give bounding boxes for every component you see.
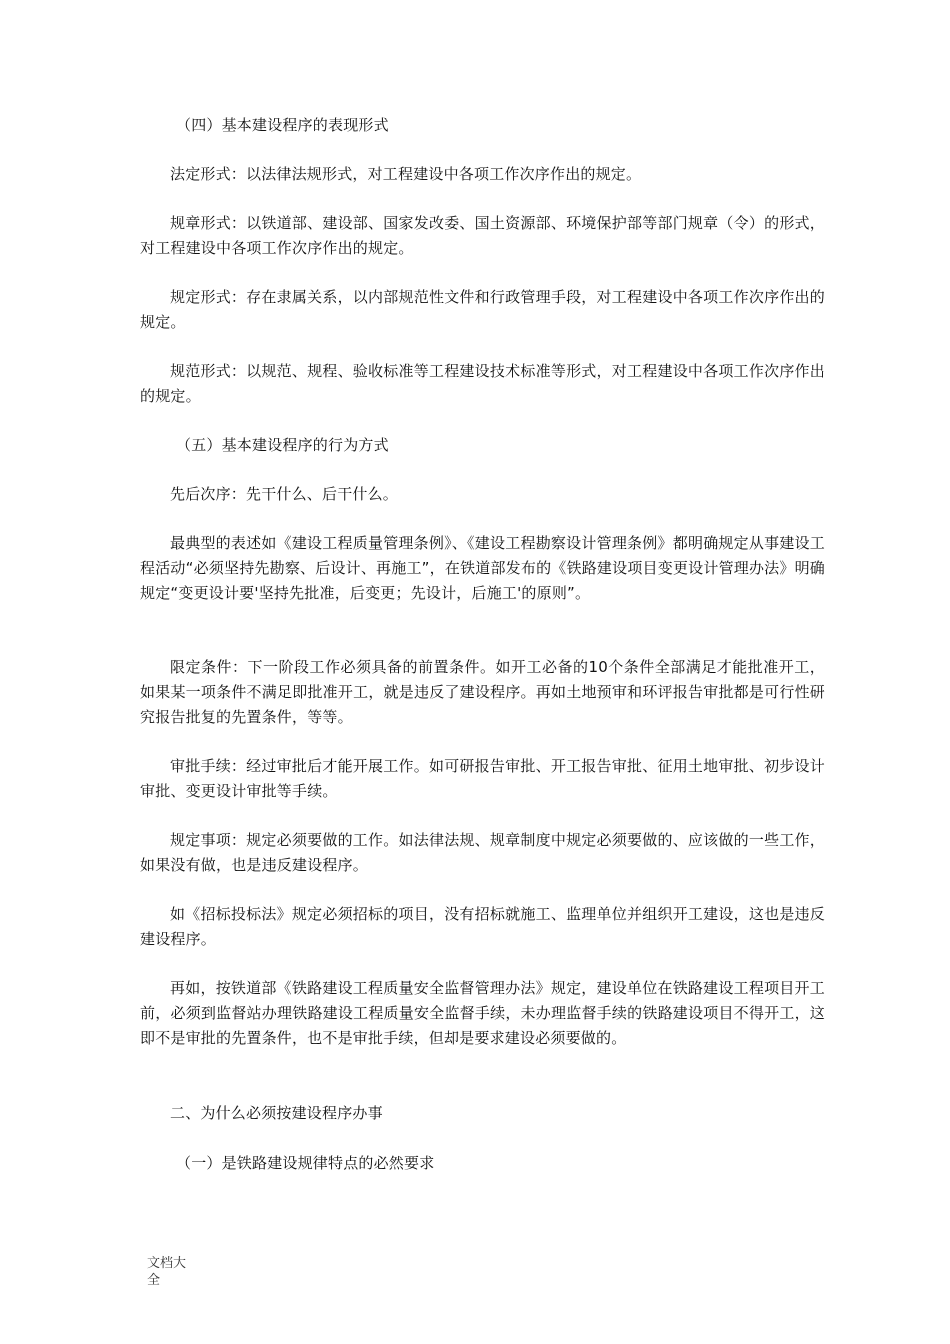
footer-line-2: 全 xyxy=(147,1273,161,1288)
paragraph-regulation-form: 规章形式：以铁道部、建设部、国家发改委、国土资源部、环境保护部等部门规章（令）的形式，对工程建设中各项工作次序作出的规定。 xyxy=(140,214,825,257)
paragraph-preconditions: 限定条件：下一阶段工作必须具备的前置条件。如开工必备的10个条件全部满足才能批准开工，如果某一项条件不满足即批准开工，就是违反了建设程序。再如土地预审和环评报告审批都是可行性研究报告批复的先置条件，等等。 xyxy=(140,658,825,726)
section-heading-5: （五）基本建设程序的行为方式 xyxy=(176,436,389,454)
footer-line-1: 文档大 xyxy=(147,1256,187,1271)
page-footer xyxy=(147,1255,197,1289)
paragraph-statutory-form: 法定形式：以法律法规形式，对工程建设中各项工作次序作出的规定。 xyxy=(170,165,642,183)
paragraph-bidding-law: 如《招标投标法》规定必须招标的项目，没有招标就施工、监理单位并组织开工建设，这也是违反建设程序。 xyxy=(140,905,825,948)
paragraph-required-items: 规定事项：规定必须要做的工作。如法律法规、规章制度中规定必须要做的、应该做的一些工作，如果没有做，也是违反建设程序。 xyxy=(140,831,825,874)
paragraph-approval-procedures: 审批手续：经过审批后才能开展工作。如可研报告审批、开工报告审批、征用土地审批、初步设计审批、变更设计审批等手续。 xyxy=(140,757,825,800)
paragraph-safety-supervision: 再如，按铁道部《铁路建设工程质量安全监督管理办法》规定，建设单位在铁路建设工程项目开工前，必须到监督站办理铁路建设工程质量安全监督手续，未办理监督手续的铁路建设项目不得开工，这即不是审批的先置条件，也不是审批手续，但却是要求建设必须要做的。 xyxy=(140,979,825,1047)
section-heading-2: 二、为什么必须按建设程序办事 xyxy=(170,1104,383,1122)
section-heading-2-1: （一）是铁路建设规律特点的必然要求 xyxy=(176,1154,435,1172)
paragraph-typical-expression: 最典型的表述如《建设工程质量管理条例》、《建设工程勘察设计管理条例》都明确规定从事建设工程活动“必须坚持先勘察、后设计、再施工”，在铁道部发布的《铁路建设项目变更设计管理办法》明确规定“变更设计要'坚持先批准，后变更；先设计，后施工'的原则”。 xyxy=(140,534,825,602)
paragraph-sequence: 先后次序：先干什么、后干什么。 xyxy=(170,485,399,503)
section-heading-4: （四）基本建设程序的表现形式 xyxy=(176,116,389,134)
paragraph-standard-form: 规范形式：以规范、规程、验收标准等工程建设技术标准等形式，对工程建设中各项工作次序作出的规定。 xyxy=(140,362,825,405)
paragraph-provision-form: 规定形式：存在隶属关系，以内部规范性文件和行政管理手段，对工程建设中各项工作次序作出的规定。 xyxy=(140,288,825,331)
